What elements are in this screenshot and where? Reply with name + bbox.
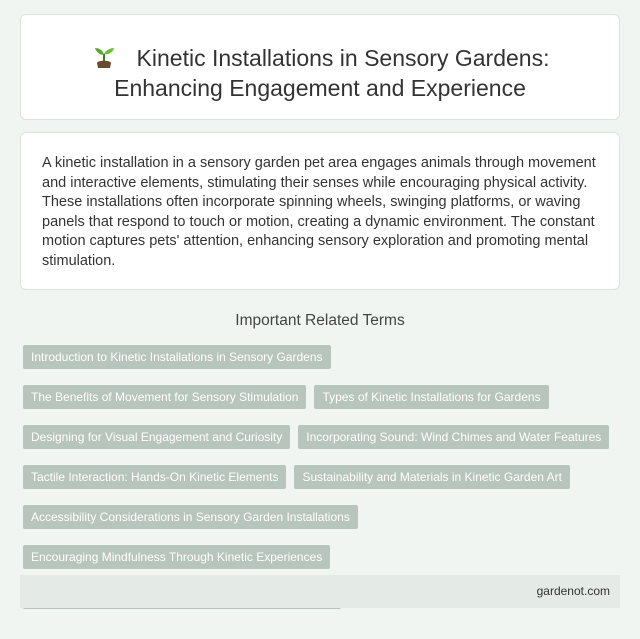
- page-title: [21, 43, 619, 103]
- description-text: A kinetic installation in a sensory garden pet area engages animals through movement and interactive elements, stimulating their senses while encouraging physical activity. These installations often incorporate spinning wheels, swinging platforms, or waving panels that respond to touch or motion, creating a dynamic environment. The constant motion captures pets' attention, enhancing sensory exploration and promoting mental stimulation.: [42, 155, 596, 269]
- title-line-1: Kinetic Installations in Sensory Gardens:: [136, 45, 550, 71]
- related-term-tag[interactable]: Designing for Visual Engagement and Curiosity: [23, 425, 290, 449]
- seedling-icon: [91, 43, 117, 69]
- title-card: [20, 14, 620, 120]
- related-term-tag[interactable]: Tactile Interaction: Hands-On Kinetic Elements: [23, 465, 286, 489]
- related-term-tag[interactable]: Accessibility Considerations in Sensory Garden Installations: [23, 505, 358, 529]
- related-terms-heading: Important Related Terms: [235, 312, 405, 329]
- title-line-2: Enhancing Engagement and Experience: [114, 75, 526, 101]
- related-term-tag[interactable]: Types of Kinetic Installations for Gardens: [314, 385, 548, 409]
- related-terms-list: [23, 345, 623, 609]
- related-term-tag[interactable]: The Benefits of Movement for Sensory Stimulation: [23, 385, 306, 409]
- footer-bar: [20, 575, 620, 608]
- related-term-tag[interactable]: Incorporating Sound: Wind Chimes and Water Features: [298, 425, 609, 449]
- related-term-tag[interactable]: Sustainability and Materials in Kinetic Garden Art: [294, 465, 569, 489]
- description-card: [20, 132, 620, 290]
- related-term-tag[interactable]: Introduction to Kinetic Installations in Sensory Gardens: [23, 345, 331, 369]
- related-term-tag[interactable]: Encouraging Mindfulness Through Kinetic Experiences: [23, 545, 330, 569]
- site-name[interactable]: gardenot.com: [536, 584, 610, 598]
